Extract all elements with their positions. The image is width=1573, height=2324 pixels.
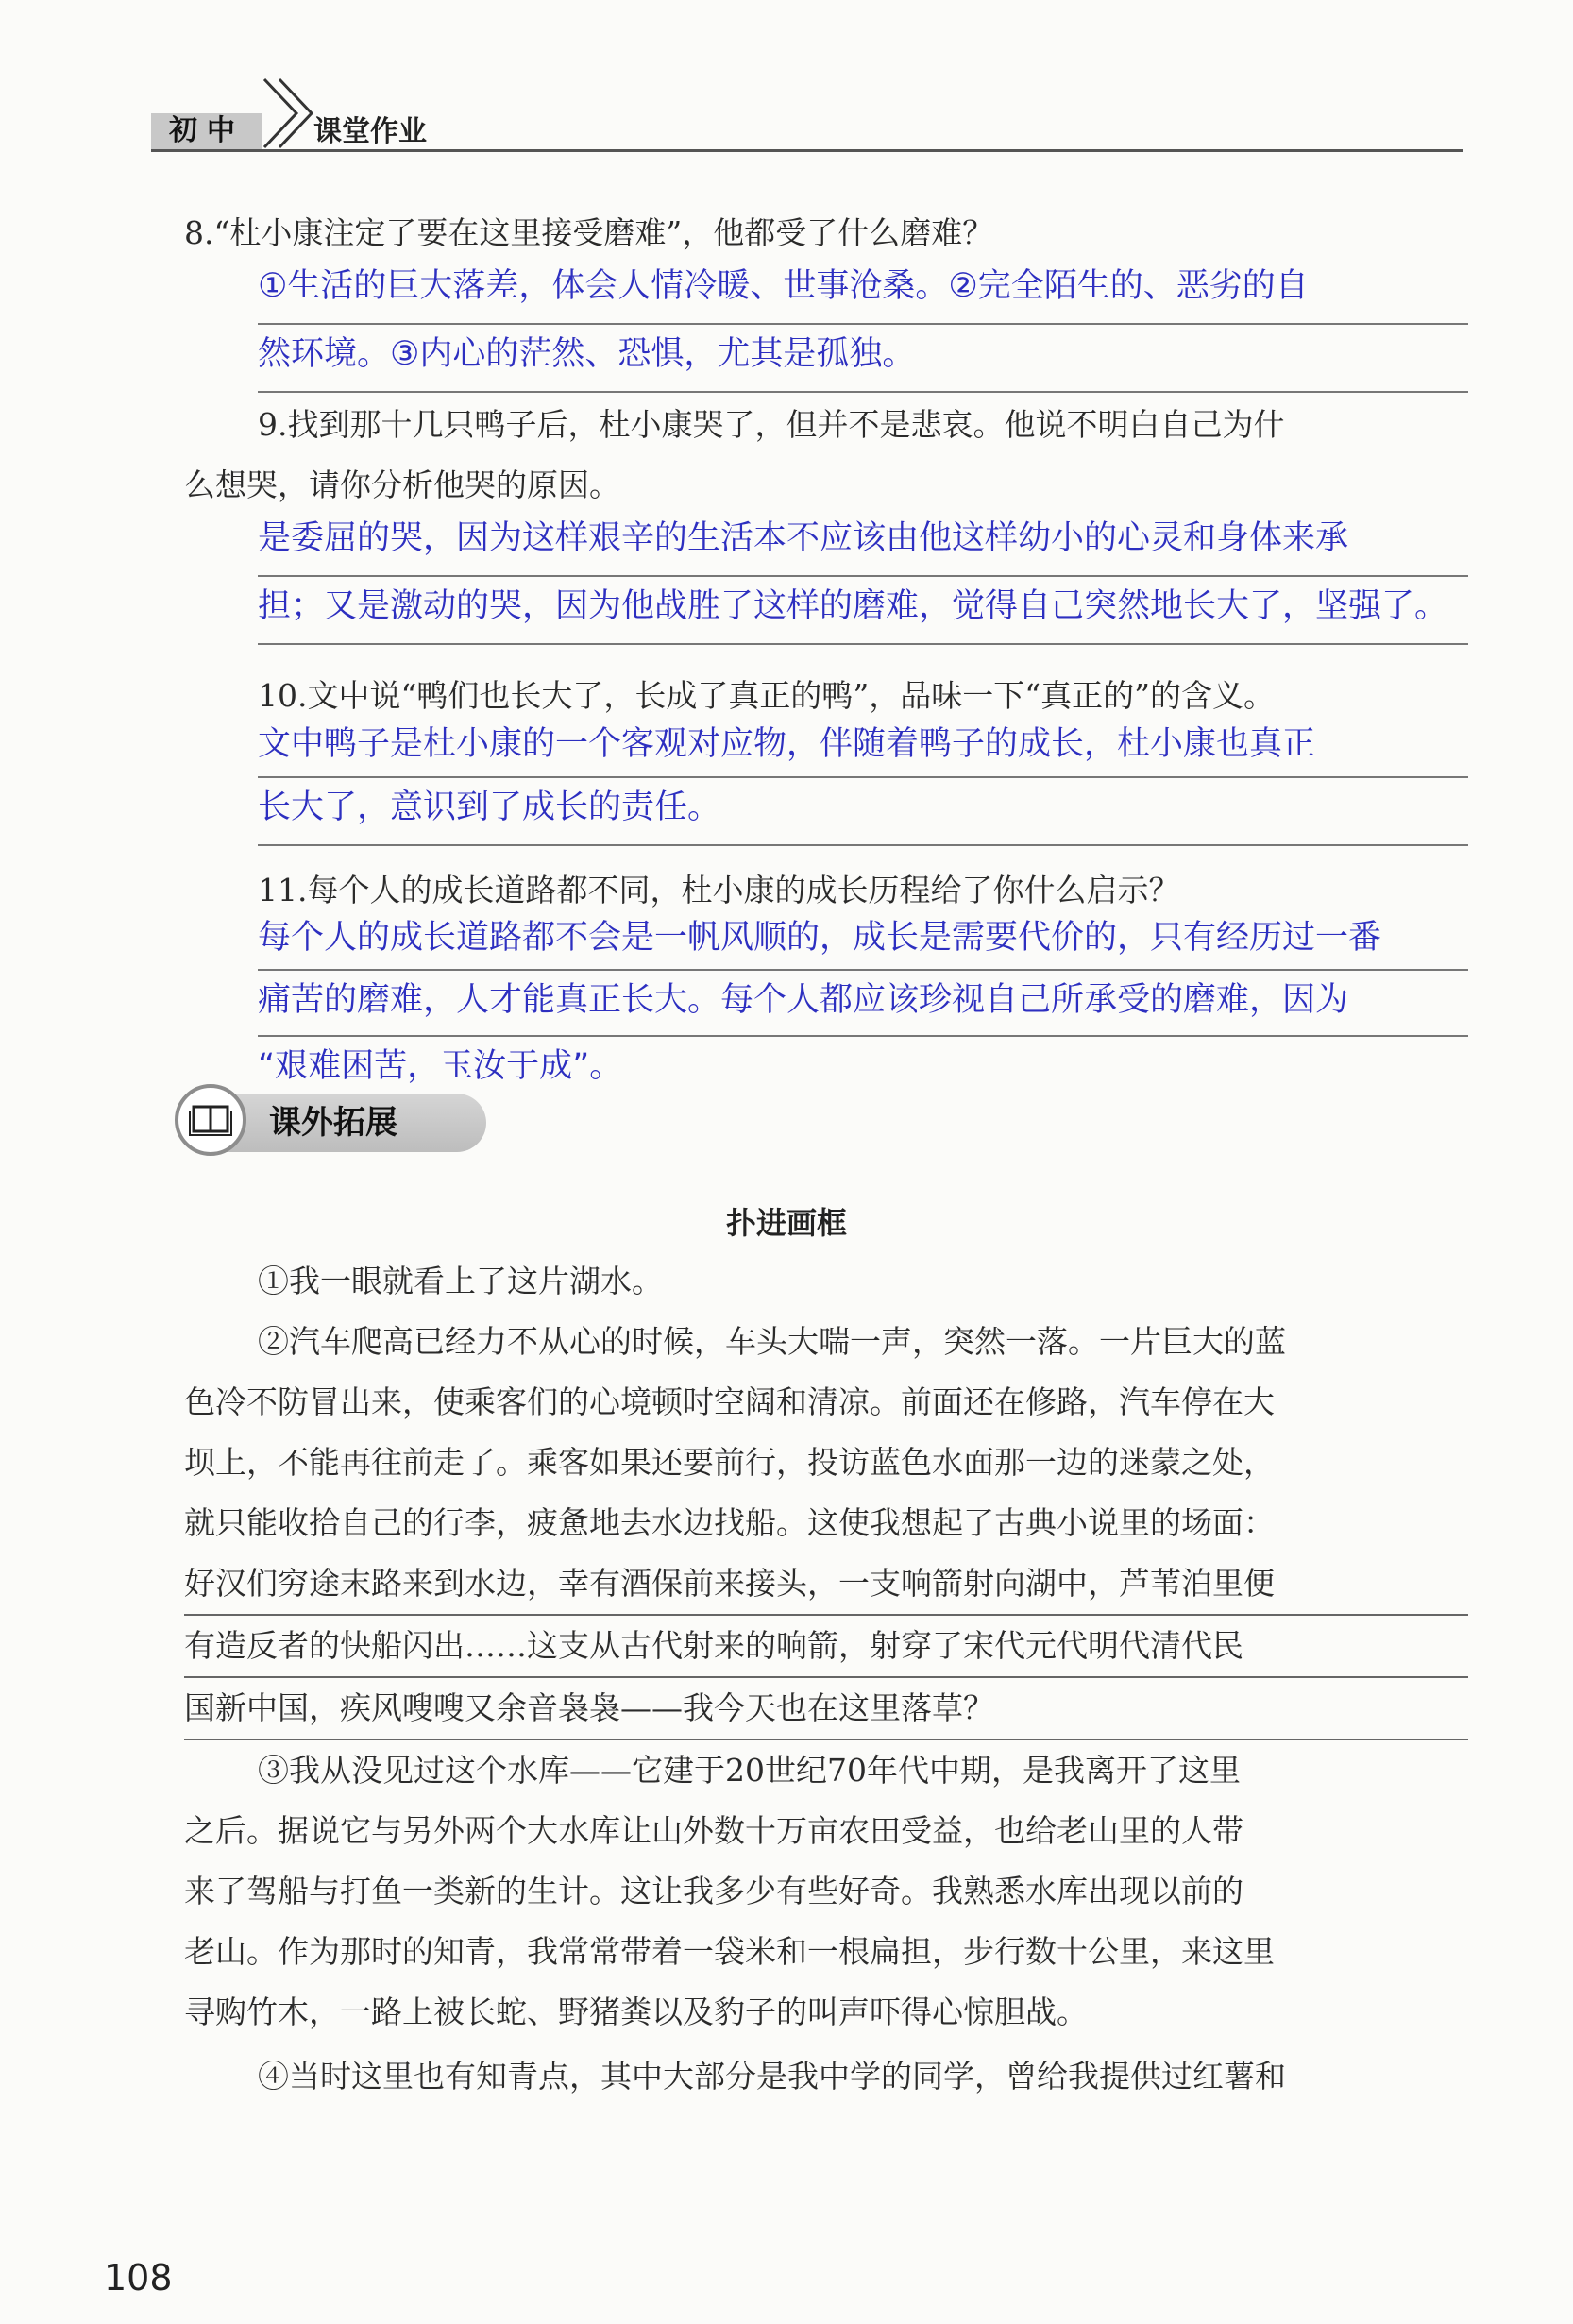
paragraph-3-line: ③我从没见过这个水库——它建于20世纪70年代中期，是我离开了这里	[258, 1752, 1241, 1789]
paragraph-3-line: 来了驾船与打鱼一类新的生计。这让我多少有些好奇。我熟悉水库出现以前的	[184, 1873, 1243, 1909]
section-label: 课外拓展	[269, 1104, 397, 1142]
answer-line: 长大了，意识到了成长的责任。	[258, 778, 1468, 846]
answer-line: 担；又是激动的哭，因为他战胜了这样的磨难，觉得自己突然地长大了，坚强了。	[258, 577, 1468, 645]
question-11	[184, 867, 1468, 1092]
section-banner	[175, 1084, 486, 1160]
paragraph-3-line: 之后。据说它与另外两个大水库让山外数十万亩农田受益，也给老山里的人带	[184, 1812, 1243, 1849]
page-number: 108	[104, 2257, 173, 2299]
answer-line: ①生活的巨大落差，体会人情冷暖、世事沧桑。②完全陌生的、恶劣的自	[258, 257, 1468, 325]
question-prompt: 10.文中说“鸭们也长大了，长成了真正的鸭”，品味一下“真正的”的含义。	[258, 677, 1275, 714]
question-9	[184, 401, 1468, 645]
paragraph-3-line: 老山。作为那时的知青，我常常带着一袋米和一根扁担，步行数十公里，来这里	[184, 1933, 1275, 1970]
question-8	[184, 210, 1468, 393]
question-prompt: 11.每个人的成长道路都不同，杜小康的成长历程给了你什么启示？	[258, 872, 1180, 908]
paragraph-3-line: 寻购竹木，一路上被长蛇、野猪粪以及豹子的叫声吓得心惊胆战。	[184, 1993, 1088, 2030]
header-title: 课堂作业	[313, 115, 427, 148]
paragraph-1: ①我一眼就看上了这片湖水。	[258, 1263, 663, 1299]
article-title: 扑进画框	[725, 1205, 847, 1241]
underlined-line: 有造反者的快船闪出……这支从古代射来的响箭，射穿了宋代元代明代清代民	[184, 1616, 1468, 1678]
answer-line: “艰难困苦，玉汝于成”。	[258, 1047, 623, 1085]
answer-line: 痛苦的磨难，人才能真正长大。每个人都应该珍视自己所承受的磨难，因为	[258, 971, 1468, 1037]
header-badge: 初中	[151, 113, 262, 149]
header-rule	[151, 149, 1463, 152]
question-prompt-cont: 么想哭，请你分析他哭的原因。	[184, 466, 620, 503]
paragraph-4: ④当时这里也有知青点，其中大部分是我中学的同学，曾给我提供过红薯和	[258, 2058, 1286, 2095]
paragraph-2-line: ②汽车爬高已经力不从心的时候，车头大喘一声，突然一落。一片巨大的蓝	[258, 1323, 1286, 1360]
underlined-line: 国新中国，疾风嗖嗖又余音袅袅——我今天也在这里落草？	[184, 1678, 1468, 1740]
underlined-line: 好汉们穷途末路来到水边，幸有酒保前来接头，一支响箭射向湖中，芦苇泊里便	[184, 1553, 1468, 1616]
paragraph-2-line: 坝上，不能再往前走了。乘客如果还要前行，投访蓝色水面那一边的迷蒙之处，	[184, 1444, 1275, 1481]
answer-line: 是委屈的哭，因为这样艰辛的生活本不应该由他这样幼小的心灵和身体来承	[258, 509, 1468, 577]
paragraph-2-line: 色冷不防冒出来，使乘客们的心境顿时空阔和清凉。前面还在修路，汽车停在大	[184, 1383, 1275, 1420]
answer-line: 然环境。③内心的茫然、恐惧，尤其是孤独。	[258, 325, 1468, 393]
book-icon	[175, 1084, 246, 1156]
page-header	[151, 74, 1463, 151]
question-prompt: 9.找到那十几只鸭子后，杜小康哭了，但并不是悲哀。他说不明白自己为什	[258, 406, 1285, 443]
answer-line: 每个人的成长道路都不会是一帆风顺的，成长是需要代价的，只有经历过一番	[258, 914, 1468, 971]
article-body	[184, 1251, 1468, 2107]
paragraph-2-line: 就只能收拾自己的行李，疲惫地去水边找船。这使我想起了古典小说里的场面：	[184, 1504, 1275, 1541]
question-10	[184, 672, 1468, 846]
question-prompt: 8.“杜小康注定了要在这里接受磨难”，他都受了什么磨难？	[184, 214, 994, 251]
answer-line: 文中鸭子是杜小康的一个客观对应物，伴随着鸭子的成长，杜小康也真正	[258, 720, 1468, 778]
